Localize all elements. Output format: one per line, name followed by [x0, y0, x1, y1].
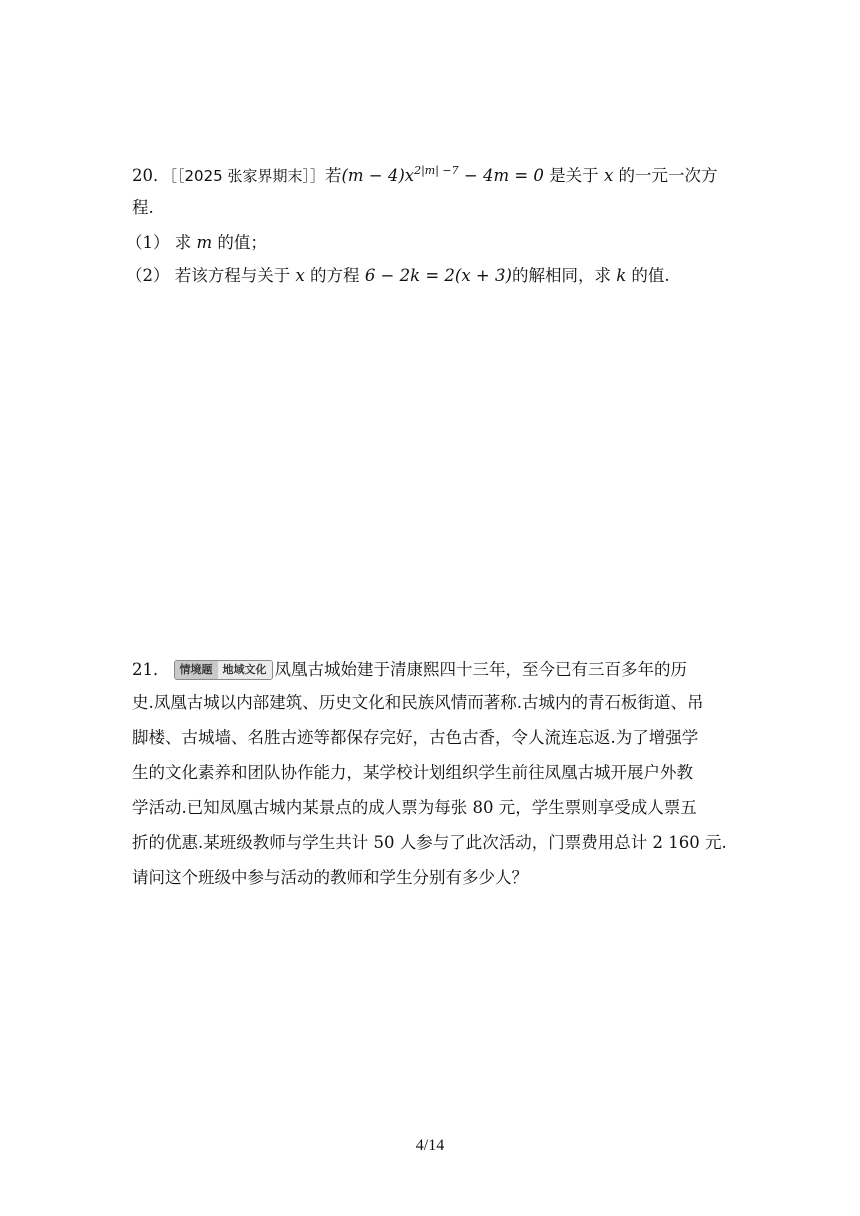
q20-part2-mid: 的方程 [304, 266, 365, 285]
q20-eq-exponent: 2|m| −7 [414, 164, 459, 177]
q20-stem-prefix: 若 [324, 166, 342, 185]
q20-part2-equation: 6 − 2k = 2(x + 3) [364, 266, 512, 285]
q20-part2-end: 的值. [626, 266, 670, 285]
q20-part1-label: （1） 求 [126, 233, 197, 252]
q21-line-7: 请问这个班级中参与活动的教师和学生分别有多少人？ [132, 868, 528, 887]
q20-equation [341, 166, 543, 185]
q20-stem-line2: 程. [132, 198, 154, 217]
q21-line-4: 生的文化素养和团队协作能力，某学校计划组织学生前往凤凰古城开展户外教 [132, 763, 693, 782]
q21-line-6: 折的优惠.某班级教师与学生共计 50 人参与了此次活动，门票费用总计 2 160 元. [132, 833, 727, 852]
q20-part2-var2: k [616, 266, 627, 285]
q20-part2-mid2: 的解相同，求 [511, 266, 617, 285]
q20-part2 [126, 268, 670, 285]
q20-number: 20． [132, 166, 170, 185]
q20-source: ［［2025 张家界期末］］ [169, 167, 325, 185]
q21-line-1 [132, 660, 687, 680]
q20-part1 [126, 235, 267, 252]
badge-type: 情境题 [175, 661, 218, 679]
page-number: 4/14 [415, 1137, 445, 1154]
q20-var-x: x [603, 166, 614, 185]
q21-line-5: 学活动.已知凤凰古城内某景点的成人票为每张 80 元，学生票则享受成人票五 [132, 798, 697, 817]
q20-part1-end: 的值； [212, 233, 267, 252]
q20-part1-var: m [196, 233, 213, 252]
q21-number: 21． [132, 660, 170, 679]
badge-topic: 地域文化 [218, 661, 272, 679]
q20-stem-mid: 是关于 [543, 166, 604, 185]
q20-part2-var: x [295, 266, 305, 285]
q20-eq-part2: − 4m = 0 [458, 166, 544, 185]
q20-eq-part1: (m − 4)x [341, 166, 415, 185]
q20-stem-line1 [132, 164, 718, 185]
q20-stem-suffix: 的一元一次方 [613, 166, 718, 185]
q20-part2-label: （2） 若该方程与关于 [126, 266, 296, 285]
q21-text-1: 凤凰古城始建于清康熙四十三年，至今已有三百多年的历 [274, 660, 687, 679]
q21-line-3: 脚楼、古城墙、名胜古迹等都保存完好，古色古香，令人流连忘返.为了增强学 [132, 728, 699, 747]
q21-tag-badge [174, 660, 273, 680]
q21-line-2: 史.凤凰古城以内部建筑、历史文化和民族风情而著称.古城内的青石板街道、吊 [132, 693, 704, 712]
